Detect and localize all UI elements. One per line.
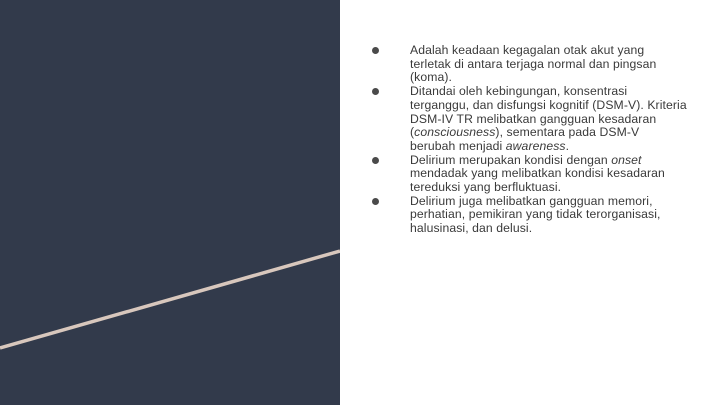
bullet-text: ), sementara pada DSM-V berubah menjadi [410,125,640,153]
bullet-dot-icon [372,47,379,54]
bullet-item [372,85,688,154]
bullet-dot-icon [372,198,379,205]
bullet-dot-icon [372,88,379,95]
left-decorative-panel [0,0,340,405]
bullet-text-italic: consciousness [414,125,496,140]
diagonal-accent-line [0,0,340,405]
bullet-text-italic: awareness [505,138,566,153]
bullet-list [372,44,688,236]
bullet-text: Ditandai oleh kebingungan, konsentrasi terganggu, dan disfungsi kognitif (DSM-V). Kriteria DSM-IV TR melibatkan gangguan kesadaran ( [410,84,687,140]
bullet-text: Adalah keadaan kegagalan otak akut yang terletak di antara terjaga normal dan pingsan (koma). [410,43,657,85]
bullet-text: Delirium merupakan kondisi dengan [410,152,612,167]
bullet-text: mendadak yang melibatkan kondisi kesadaran tereduksi yang berfluktuasi. [410,166,665,195]
bullet-item [372,44,688,85]
bullet-text: Delirium juga melibatkan gangguan memori, perhatian, pemikiran yang tidak terorganisasi, halusinasi, dan delusi. [410,193,661,236]
bullet-item [372,195,688,236]
bullet-text: . [565,138,570,153]
bullet-text-italic: onset [611,152,642,167]
bullet-item [372,154,688,195]
bullet-dot-icon [372,157,379,164]
